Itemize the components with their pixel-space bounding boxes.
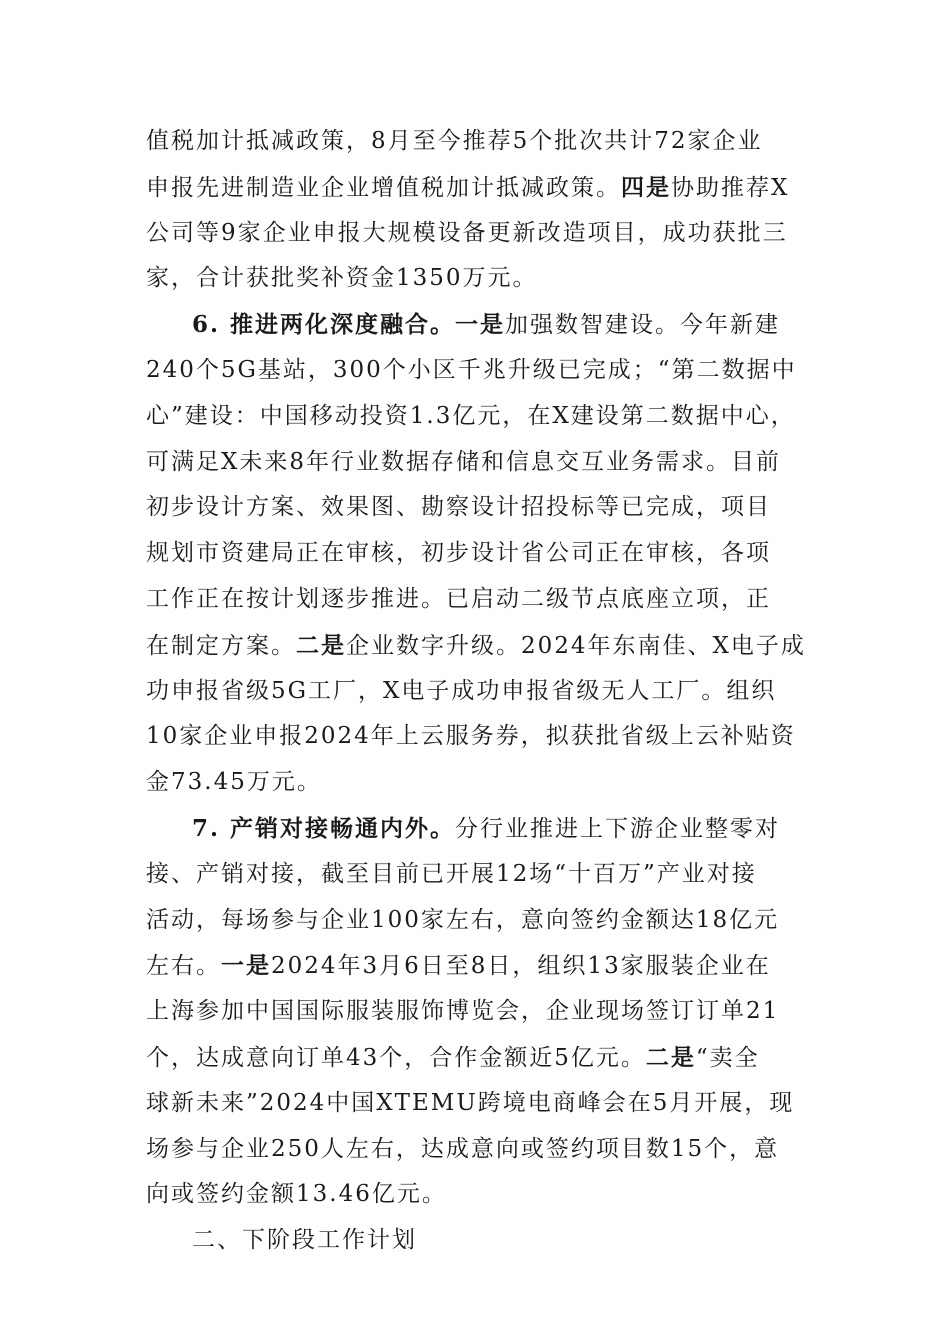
- text-line: [146, 760, 806, 806]
- text-segment: 2024年3月6日至8日，组织13家服装企业在: [271, 953, 771, 980]
- text-line: [146, 1127, 806, 1173]
- text-segment: 在制定方案。: [146, 632, 296, 659]
- text-line: [146, 165, 806, 211]
- text-segment: 接、产销对接，截至目前已开展12场“十百万”产业对接: [146, 860, 757, 887]
- bold-text: 四是: [621, 173, 671, 201]
- text-line: [146, 531, 806, 577]
- text-line: [146, 577, 806, 623]
- bold-text: 二是: [645, 1043, 696, 1071]
- bold-text: 7. 产销对接畅通内外。: [192, 814, 456, 842]
- text-line: [146, 1081, 806, 1127]
- bold-text: 一是: [455, 311, 506, 339]
- document-page: [146, 119, 806, 1264]
- text-line: [146, 1172, 806, 1218]
- text-segment: 值税加计抵减政策，8月至今推荐5个批次共计72家企业: [146, 128, 763, 154]
- text-segment: 工作正在按计划逐步推进。已启动二级节点底座立项，正: [146, 585, 771, 612]
- text-segment: 个，达成意向订单43个，合作金额近5亿元。: [146, 1044, 646, 1071]
- text-line: [146, 211, 806, 257]
- text-segment: 规划市资建局正在审核，初步设计省公司正在审核，各项: [146, 540, 771, 567]
- text-segment: 功申报省级5G工厂，X电子成功申报省级无人工厂。组织: [146, 677, 777, 704]
- text-segment: 10家企业申报2024年上云服务券，拟获批省级上云补贴资: [146, 723, 796, 750]
- text-segment: 场参与企业250人左右，达成意向或签约项目数15个，意: [146, 1135, 780, 1162]
- text-segment: 家，合计获批奖补资金1350万元。: [146, 265, 538, 292]
- text-segment: 向或签约金额13.46亿元。: [146, 1181, 447, 1208]
- text-segment: 二、下阶段工作计划: [192, 1227, 417, 1254]
- text-line: [146, 440, 806, 486]
- text-line: [146, 1035, 806, 1081]
- text-line: [146, 256, 806, 302]
- text-line: [146, 898, 806, 944]
- text-segment: 心”建设：中国移动投资1.3亿元，在X建设第二数据中心，: [146, 402, 796, 429]
- text-segment: 左右。: [146, 953, 221, 980]
- text-segment: 分行业推进上下游企业整零对: [455, 815, 781, 842]
- text-segment: 球新未来”2024中国XTEMU跨境电商峰会在5月开展，现: [146, 1089, 795, 1116]
- text-line: [146, 852, 806, 898]
- text-line: [146, 623, 806, 669]
- bold-text: 一是: [221, 952, 271, 980]
- text-line: [146, 989, 806, 1035]
- text-line: [146, 1218, 806, 1264]
- text-line: [146, 714, 806, 760]
- text-line: [146, 348, 806, 394]
- bold-text: 二是: [296, 631, 346, 659]
- text-segment: 可满足X未来8年行业数据存储和信息交互业务需求。目前: [146, 448, 782, 475]
- text-segment: “卖全: [695, 1044, 760, 1071]
- text-segment: 上海参加中国国际服装服饰博览会，企业现场签订订单21: [146, 998, 780, 1025]
- text-line: [146, 669, 806, 715]
- text-segment: 企业数字升级。2024年东南佳、X电子成: [346, 632, 806, 659]
- text-segment: 金73.45万元。: [146, 769, 322, 796]
- text-line: [146, 485, 806, 531]
- text-line: [146, 943, 806, 989]
- text-line: [146, 394, 806, 440]
- text-segment: 公司等9家企业申报大规模设备更新改造项目，成功获批三: [146, 219, 788, 246]
- text-segment: 初步设计方案、效果图、勘察设计招投标等已完成，项目: [146, 494, 771, 521]
- text-segment: 申报先进制造业企业增值税加计抵减政策。: [146, 174, 621, 201]
- bold-text: 6. 推进两化深度融合。: [192, 311, 456, 339]
- text-line: [146, 806, 806, 852]
- text-segment: 加强数智建设。今年新建: [505, 312, 781, 339]
- text-segment: 240个5G基站，300个小区千兆升级已完成；“第二数据中: [146, 356, 797, 383]
- text-segment: 活动，每场参与企业100家左右，意向签约金额达18亿元: [146, 906, 780, 933]
- text-line: [146, 302, 806, 348]
- text-line: [146, 119, 806, 165]
- text-segment: 协助推荐X: [671, 174, 790, 201]
